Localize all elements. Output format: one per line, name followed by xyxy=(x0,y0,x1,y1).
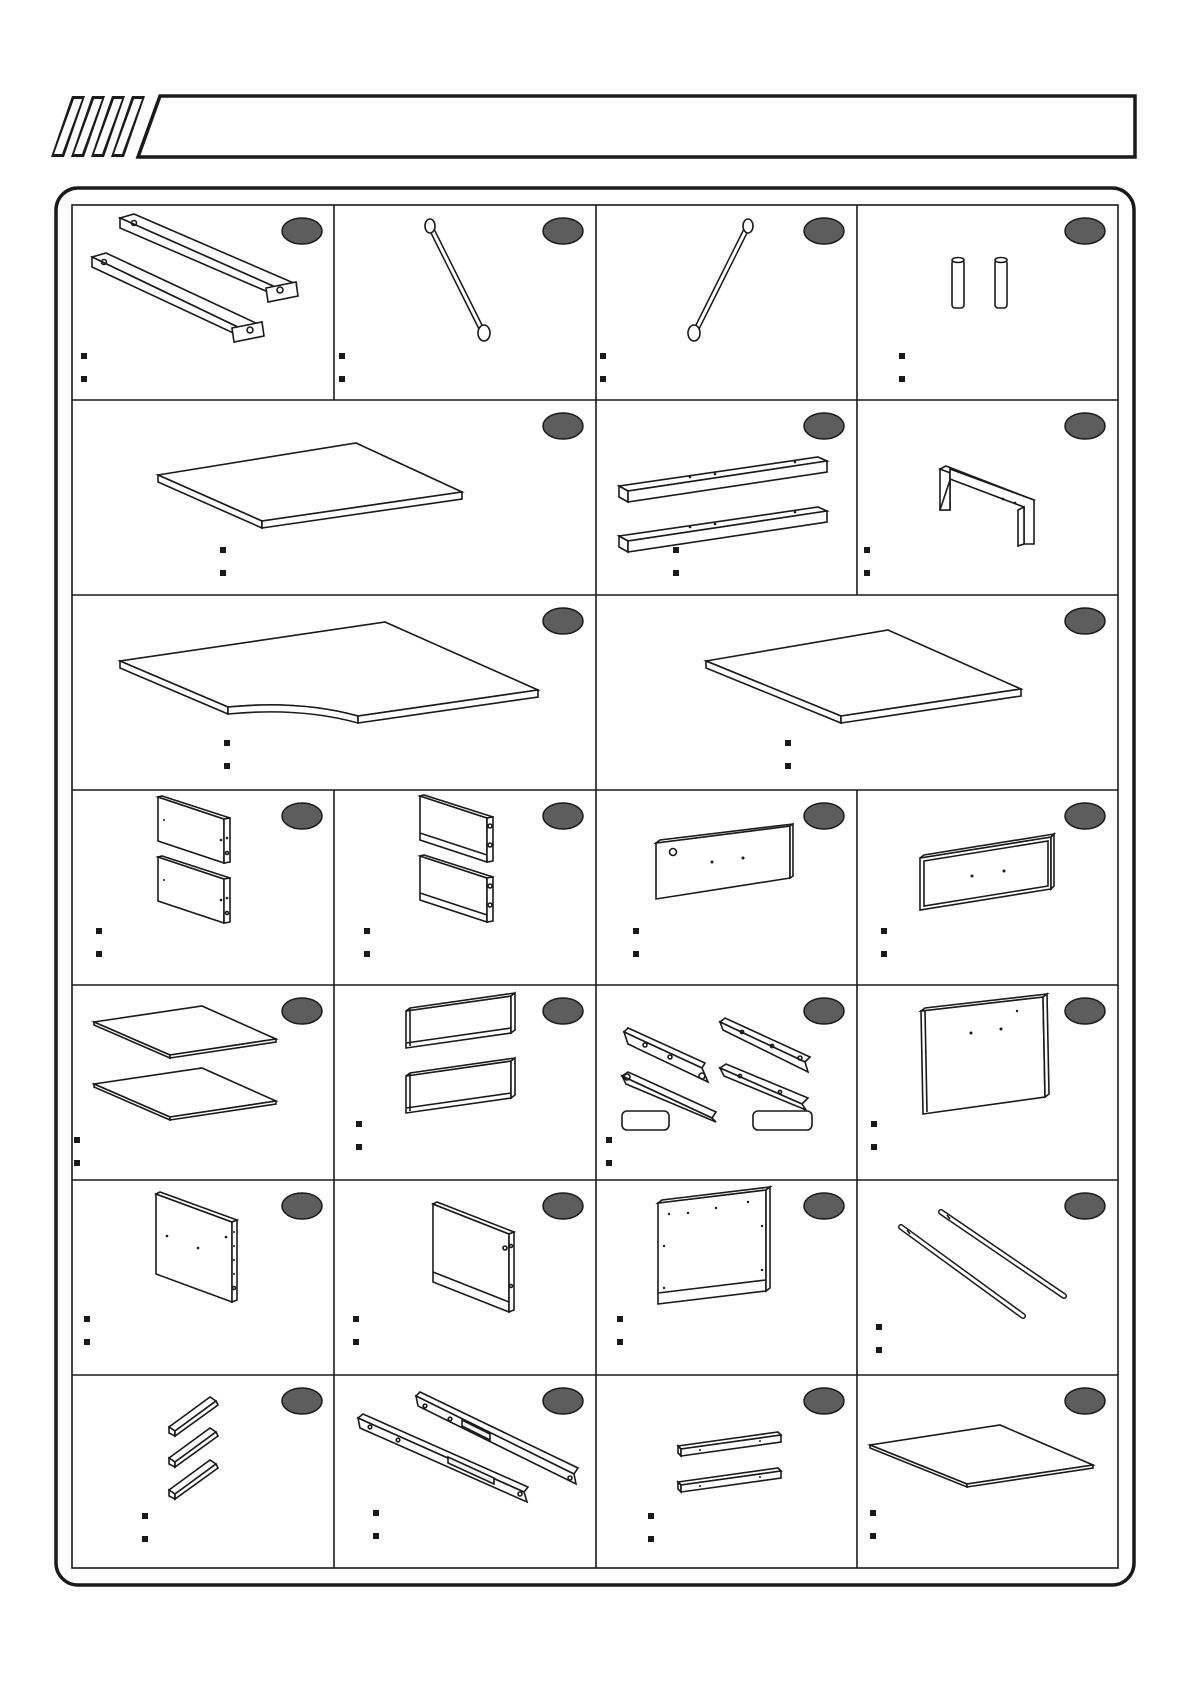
part-badge xyxy=(543,1193,583,1219)
bullet xyxy=(633,928,639,934)
bullet xyxy=(600,353,606,359)
bullet xyxy=(224,740,230,746)
part-badge xyxy=(282,1193,322,1219)
bullet xyxy=(81,376,87,382)
bullet xyxy=(617,1316,623,1322)
bullet xyxy=(339,353,345,359)
bullet xyxy=(142,1513,148,1519)
part-badge xyxy=(543,803,583,829)
slide-label-left xyxy=(622,1111,669,1130)
part-badge xyxy=(543,218,583,244)
bullet xyxy=(871,1144,877,1150)
bullet xyxy=(364,951,370,957)
large-front-panel-drawing xyxy=(921,994,1049,1114)
bullet xyxy=(339,376,345,382)
part-badge xyxy=(1065,998,1105,1024)
bullet xyxy=(673,570,679,576)
part-badge xyxy=(804,803,844,829)
bullet xyxy=(617,1339,623,1345)
part-badge xyxy=(543,413,583,439)
part-badge xyxy=(804,1193,844,1219)
bullet xyxy=(74,1137,80,1143)
bullet xyxy=(633,951,639,957)
bullet xyxy=(74,1160,80,1166)
part-badge xyxy=(282,218,322,244)
part-badge xyxy=(1065,608,1105,634)
bullet xyxy=(876,1324,882,1330)
bullet xyxy=(220,547,226,553)
bullet xyxy=(81,353,87,359)
bullet xyxy=(648,1513,654,1519)
bullet xyxy=(870,1510,876,1516)
part-badge xyxy=(1065,1193,1105,1219)
bullet xyxy=(353,1339,359,1345)
bullet xyxy=(353,1316,359,1322)
bullet xyxy=(673,547,679,553)
bullet xyxy=(373,1510,379,1516)
bullet xyxy=(785,740,791,746)
bullet xyxy=(600,376,606,382)
bullet xyxy=(220,570,226,576)
bullet xyxy=(881,928,887,934)
part-badge xyxy=(804,998,844,1024)
bullet xyxy=(864,547,870,553)
part-badge xyxy=(804,218,844,244)
part-badge xyxy=(543,998,583,1024)
bullet xyxy=(881,951,887,957)
header-title-box xyxy=(138,96,1135,157)
bullet xyxy=(96,928,102,934)
part-badge xyxy=(1065,218,1105,244)
bullet xyxy=(364,928,370,934)
part-badge xyxy=(1065,803,1105,829)
bullet xyxy=(142,1536,148,1542)
bullet xyxy=(876,1347,882,1353)
part-badge xyxy=(282,998,322,1024)
part-badge xyxy=(543,1388,583,1414)
bullet xyxy=(224,763,230,769)
header-bar xyxy=(51,96,1135,157)
slide-label-right xyxy=(753,1111,812,1130)
bullet xyxy=(356,1144,362,1150)
bullet xyxy=(606,1137,612,1143)
back-panel-drawing xyxy=(658,1187,770,1304)
bullet xyxy=(606,1160,612,1166)
bullet xyxy=(84,1316,90,1322)
part-badge xyxy=(804,1388,844,1414)
bullet xyxy=(84,1339,90,1345)
bullet xyxy=(96,951,102,957)
bullet xyxy=(871,1121,877,1127)
bullet xyxy=(864,570,870,576)
bullet xyxy=(899,353,905,359)
bullet xyxy=(870,1533,876,1539)
part-badge xyxy=(543,608,583,634)
part-badge xyxy=(282,803,322,829)
part-badge xyxy=(1065,413,1105,439)
bullet xyxy=(785,763,791,769)
part-badge xyxy=(282,1388,322,1414)
part-badge xyxy=(804,413,844,439)
bullet xyxy=(899,376,905,382)
bullet xyxy=(648,1536,654,1542)
part-badge xyxy=(1065,1388,1105,1414)
bullet xyxy=(356,1121,362,1127)
bullet xyxy=(373,1533,379,1539)
